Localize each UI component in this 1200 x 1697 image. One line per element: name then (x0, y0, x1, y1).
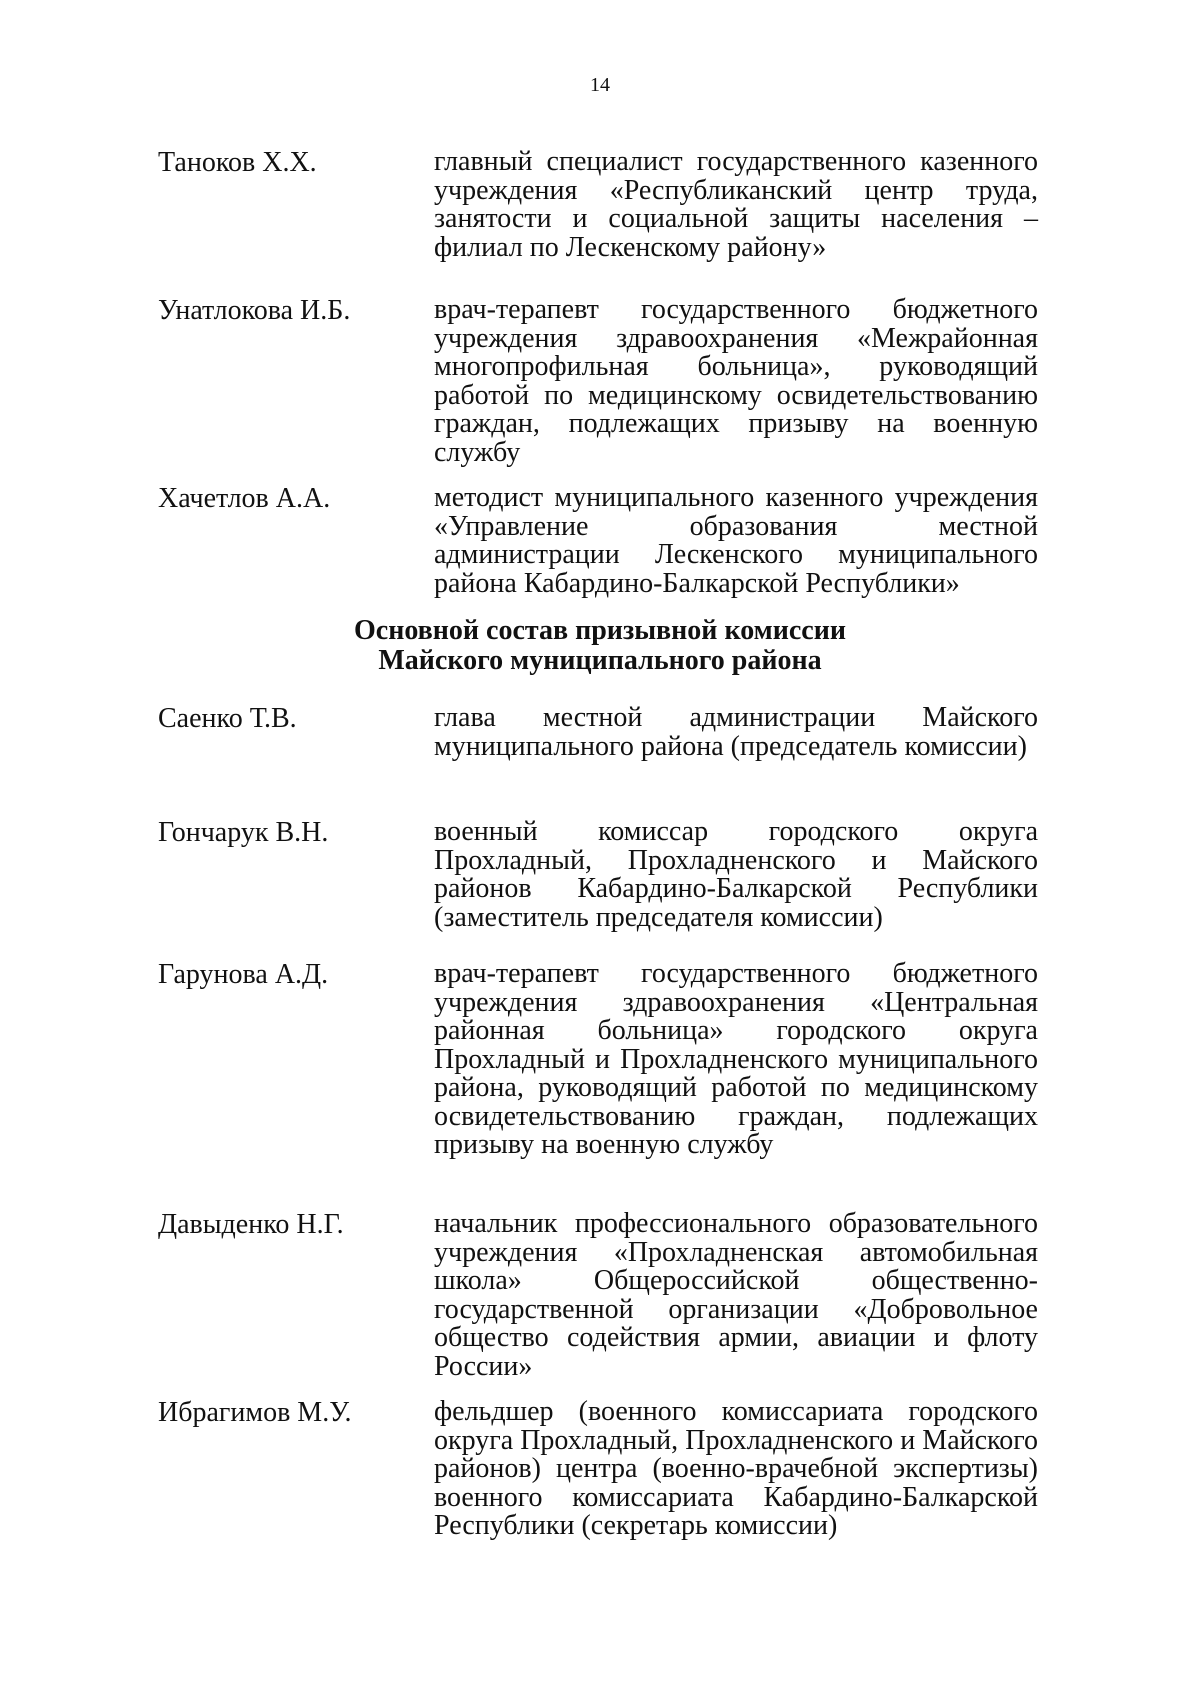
section-heading (0, 616, 1200, 676)
member-role: фельдшер (военного комиссариата городского округа Прохладный, Прохладненского и Майского районов) центра (военно-врачебной экспертизы) военного комиссариата Кабардино-Балкарской Республики (секретарь комиссии) (434, 1396, 1038, 1541)
member-name: Таноков Х.Х. (158, 147, 317, 178)
member-name: Хачетлов А.А. (158, 483, 331, 514)
member-name: Унатлокова И.Б. (158, 295, 351, 326)
member-role: начальник профессионального образовательного учреждения «Прохладненская автомобильная школа» Общероссийской общественно-государственной организации «Добровольное общество содействия армии, авиации и флоту России» (434, 1208, 1038, 1382)
member-role: врач-терапевт государственного бюджетного учреждения здравоохранения «Центральная районная больница» городского округа Прохладный и Прохладненского муниципального района, руководящий работой по медицинскому освидетельствованию граждан, подлежащих призыву на военную службу (434, 958, 1038, 1160)
section-heading-line: Основной состав призывной комиссии (354, 615, 846, 646)
member-name: Саенко Т.В. (158, 703, 297, 734)
member-role: главный специалист государственного казенного учреждения «Республиканский центр труда, занятости и социальной защиты населения – филиал по Лескенскому району» (434, 146, 1038, 263)
member-role: военный комиссар городского округа Прохладный, Прохладненского и Майского районов Кабардино-Балкарской Республики (заместитель председателя комиссии) (434, 816, 1038, 933)
member-name: Гончарук В.Н. (158, 817, 329, 848)
section-heading-line: Майского муниципального района (378, 645, 822, 676)
member-role: методист муниципального казенного учреждения «Управление образования местной администрации Лескенского муниципального района Кабардино-Балкарской Республики» (434, 482, 1038, 599)
member-role: глава местной администрации Майского муниципального района (председатель комиссии) (434, 702, 1038, 762)
member-name: Давыденко Н.Г. (158, 1209, 344, 1240)
member-name: Ибрагимов М.У. (158, 1397, 352, 1428)
member-name: Гарунова А.Д. (158, 959, 329, 990)
member-role: врач-терапевт государственного бюджетного учреждения здравоохранения «Межрайонная многопрофильная больница», руководящий работой по медицинскому освидетельствованию граждан, подлежащих призыву на военную службу (434, 294, 1038, 468)
page-number: 14 (590, 74, 610, 96)
